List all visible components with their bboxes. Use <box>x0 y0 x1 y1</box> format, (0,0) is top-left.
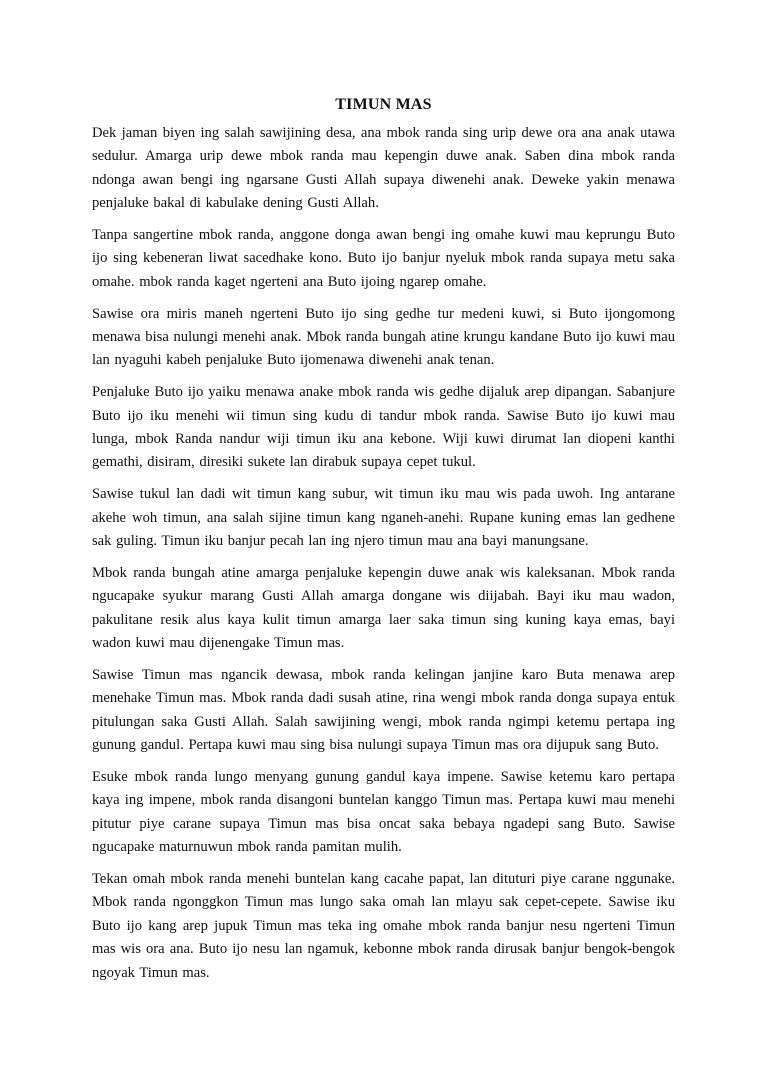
document-title: TIMUN MAS <box>335 96 432 113</box>
paragraph-3: Sawise ora miris maneh ngerteni Buto ijo sing gedhe tur medeni kuwi, si Buto ijongomong menawa bisa nulungi menehi anak. Mbok randa bungah atine krungu kandane Buto ijo kuwi mau lan nyaguhi kabeh penjaluke Buto ijomenawa diwenehi anak tenan. <box>92 305 675 369</box>
paragraph-4: Penjaluke Buto ijo yaiku menawa anake mbok randa wis gedhe dijaluk arep dipangan. Sabanjure Buto ijo iku menehi wii timun sing kudu di tandur mbok randa. Sawise Buto ijo kuwi mau lunga, mbok Randa nandur wiji timun iku ana kebone. Wiji kuwi dirumat lan diopeni kanthi gemathi, disiram, diresiki sukete lan dirabuk supaya cepet tukul. <box>92 384 675 471</box>
paragraph-9: Tekan omah mbok randa menehi buntelan kang cacahe papat, lan dituturi piye carane nggunake. Mbok randa ngonggkon Timun mas lungo saka omah lan mlayu sak cepet-cepete. Sawise iku Buto ijo kang arep jupuk Timun mas teka ing omahe mbok randa banjur nesu ngerteni Timun mas wis ora ana. Buto ijo nesu lan ngamuk, kebonne mbok randa dirusak banjur bengok-bengok ngoyak Timun mas. <box>92 870 675 981</box>
paragraph-1: Dek jaman biyen ing salah sawijining desa, ana mbok randa sing urip dewe ora ana anak utawa sedulur. Amarga urip dewe mbok randa mau kepengin duwe anak. Saben dina mbok randa ndonga awan bengi ing ngarsane Gusti Allah supaya diwenehi anak. Deweke yakin menawa penjaluke bakal di kabulake dening Gusti Allah. <box>92 125 675 212</box>
paragraph-5: Sawise tukul lan dadi wit timun kang subur, wit timun iku mau wis pada uwoh. Ing antarane akehe woh timun, ana salah sijine timun kang nganeh-anehi. Rupane kuning emas lan gedhene sak guling. Timun iku banjur pecah lan ing njero timun mau ana bayi manungsane. <box>92 486 675 550</box>
paragraph-6: Mbok randa bungah atine amarga penjaluke kepengin duwe anak wis kaleksanan. Mbok randa ngucapake syukur marang Gusti Allah amarga dongane wis diijabah. Bayi iku mau wadon, pakulitane resik alus kaya kulit timun amarga laer saka timun sing kuning kaya emas, bayi wadon kuwi mau dijenengake Timun mas. <box>92 564 675 652</box>
document-page <box>92 93 675 993</box>
paragraph-8: Esuke mbok randa lungo menyang gunung gandul kaya impene. Sawise ketemu karo pertapa kaya ing impene, mbok randa disangoni buntelan kanggo Timun mas. Pertapa kuwi mau menehi pitutur piye carane supaya Timun mas bisa oncat saka bebaya ngadepi sang Buto. Sawise ngucapake maturnuwun mbok randa pamitan mulih. <box>92 768 675 856</box>
paragraph-7: Sawise Timun mas ngancik dewasa, mbok randa kelingan janjine karo Buta menawa arep menehake Timun mas. Mbok randa dadi susah atine, rina wengi mbok randa donga supaya entuk pitulungan saka Gusti Allah. Salah sawijining wengi, mbok randa ngimpi ketemu pertapa ing gunung gandul. Pertapa kuwi mau sing bisa nulungi supaya Timun mas ora dijupuk sang Buto. <box>92 666 675 754</box>
paragraph-2: Tanpa sangertine mbok randa, anggone donga awan bengi ing omahe kuwi mau keprungu Buto ijo sing kebeneran liwat sacedhake kono. Buto ijo banjur nyeluk mbok randa supaya metu saka omahe. mbok randa kaget ngerteni ana Buto ijoing ngarep omahe. <box>92 227 675 290</box>
